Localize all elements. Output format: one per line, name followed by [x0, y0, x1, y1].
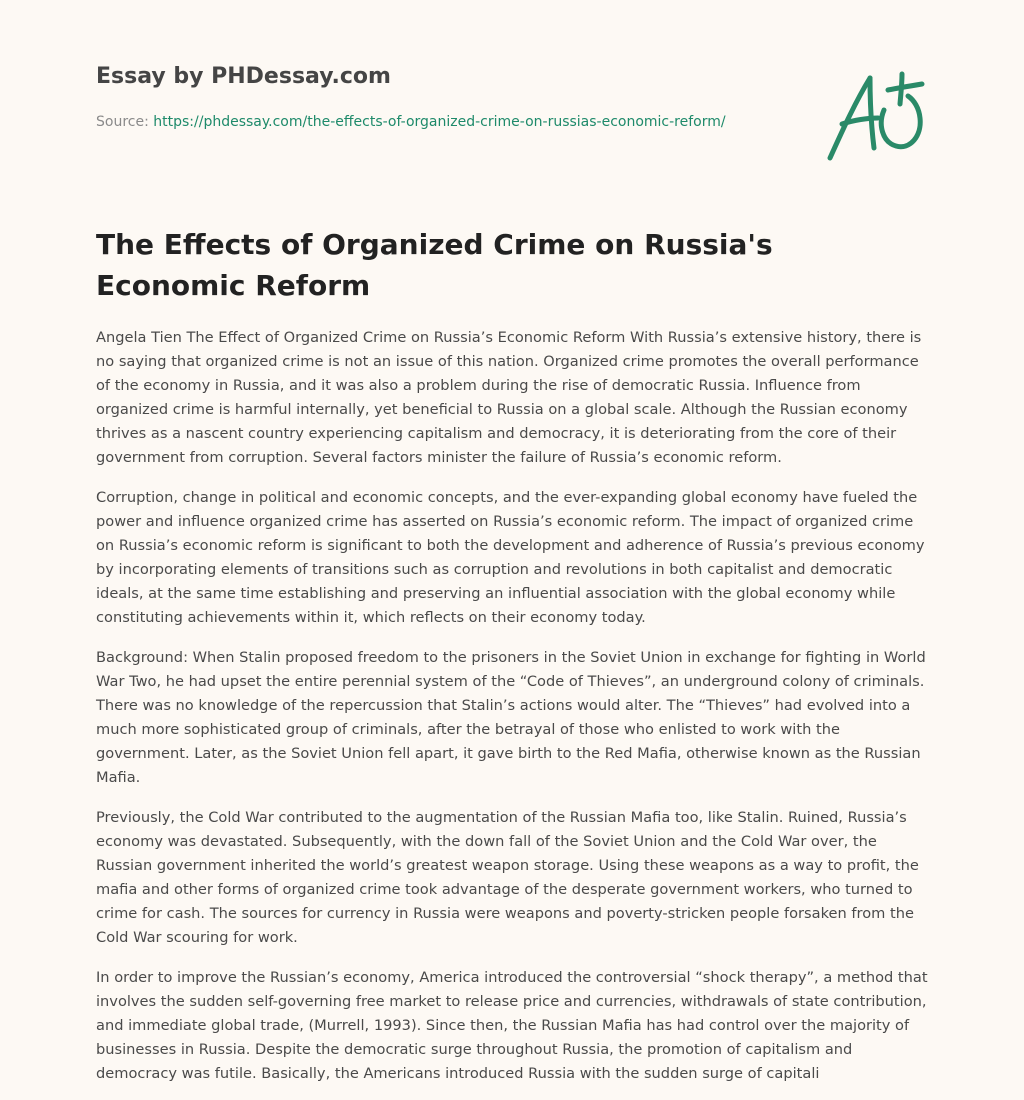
essay-body — [96, 326, 932, 1100]
essay-title: The Effects of Organized Crime on Russia's Economic Reform — [96, 228, 773, 302]
source-label: Source: — [96, 114, 154, 130]
essay-paragraph: Background: When Stalin proposed freedom to the prisoners in the Soviet Union in exchange for fighting in World War Two, he had upset the entire perennial system of the “Code of Thieves”, an underground colony of criminals. There was no knowledge of the repercussion that Stalin’s actions would alter. The “Thieves” had evolved into a much more sophisticated group of criminals, after the betrayal of those who enlisted to work with the government. Later, as the Soviet Union fell apart, it gave birth to the Red Mafia, otherwise known as the Russian Mafia. — [96, 649, 926, 786]
essay-paragraph: Corruption, change in political and economic concepts, and the ever-expanding global economy have fueled the power and influence organized crime has asserted on Russia’s economic reform. The impact of organized crime on Russia’s economic reform is significant to both the development and adherence of Russia’s previous economy by incorporating elements of transitions such as corruption and revolutions in both capitalist and democratic ideals, at the same time establishing and preserving an influential association with the global economy while constituting achievements within it, which reflects on their economy today. — [96, 489, 925, 626]
site-brand: Essay by PHDessay.com — [96, 64, 391, 89]
essay-paragraph: Angela Tien The Effect of Organized Crime on Russia’s Economic Reform With Russia’s extensive history, there is no saying that organized crime is not an issue of this nation. Organized crime promotes the overall performance of the economy in Russia, and it was also a problem during the rise of democratic Russia. Influence from organized crime is harmful internally, yet beneficial to Russia on a global scale. Although the Russian economy thrives as a nascent country experiencing capitalism and democracy, it is deteriorating from the core of their government from corruption. Several factors minister the failure of Russia’s economic reform. — [96, 329, 922, 466]
essay-paragraph: In order to improve the Russian’s economy, America introduced the controversial “shock therapy”, a method that involves the sudden self-governing free market to release price and currencies, withdrawals of state contribution, and immediate global trade, (Murrell, 1993). Since then, the Russian Mafia has had control over the majority of businesses in Russia. Despite the democratic surge throughout Russia, the promotion of capitalism and democracy was futile. Basically, the Americans introduced Russia with the sudden surge of capitali — [96, 969, 928, 1082]
a-plus-grade-icon — [818, 66, 930, 166]
essay-paragraph: Previously, the Cold War contributed to the augmentation of the Russian Mafia too, like Stalin. Ruined, Russia’s economy was devastated. Subsequently, with the down fall of the Soviet Union and the Cold War over, the Russian government inherited the world’s greatest weapon storage. Using these weapons as a way to profit, the mafia and other forms of organized crime took advantage of the desperate government workers, who turned to crime for cash. The sources for currency in Russia were weapons and poverty-stricken people forsaken from the Cold War scouring for work. — [96, 809, 919, 946]
source-link[interactable]: https://phdessay.com/the-effects-of-organized-crime-on-russias-economic-reform/ — [153, 114, 726, 130]
source-line — [96, 112, 736, 133]
a-plus-logo-graphic — [818, 66, 930, 166]
